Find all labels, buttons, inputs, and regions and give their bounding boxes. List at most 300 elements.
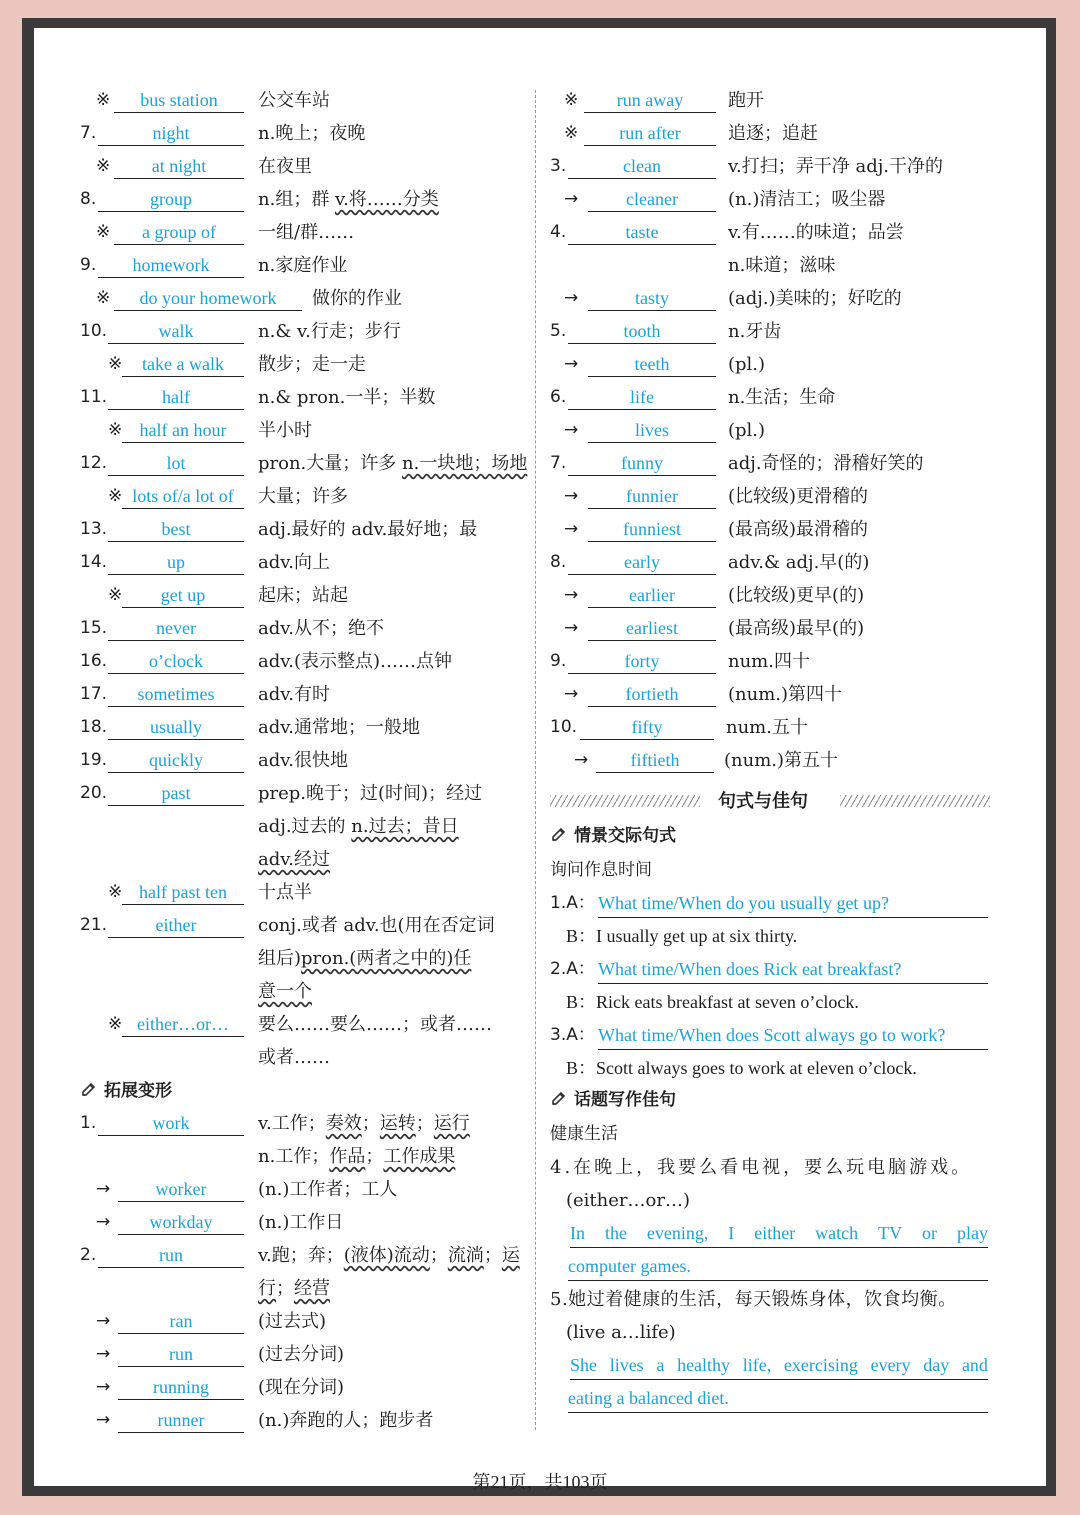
note-marker: ※ bbox=[564, 123, 579, 143]
definition-key-term: 经营 bbox=[294, 1278, 330, 1299]
definition-text: (最高级)最早(的) bbox=[728, 618, 865, 639]
definition bbox=[258, 744, 348, 777]
vocab-row bbox=[80, 909, 530, 942]
definition-text: n.晚上；夜晚 bbox=[258, 123, 366, 144]
definition bbox=[258, 777, 482, 810]
definition-text: 要么……要么……；或者…… bbox=[258, 1014, 492, 1035]
writing-answer-line: eating a balanced diet. bbox=[568, 1384, 988, 1413]
definition-text: adv.通常地；一般地 bbox=[258, 717, 421, 738]
definition bbox=[258, 711, 420, 744]
definition-text: (过去分词) bbox=[258, 1344, 345, 1365]
topic-label: 健康生活 bbox=[550, 1124, 618, 1144]
definition-key-term: n.过去；昔日 bbox=[351, 816, 459, 837]
separator: ； bbox=[276, 1278, 294, 1299]
definition bbox=[728, 645, 810, 678]
definition-text: (num.)第四十 bbox=[728, 684, 843, 705]
item-number: 16. bbox=[80, 651, 108, 671]
answer-word: In bbox=[570, 1223, 585, 1243]
definition bbox=[258, 678, 330, 711]
answer-blank: lots of/a lot of bbox=[122, 484, 244, 509]
definition bbox=[258, 249, 347, 282]
answer-word: play bbox=[956, 1223, 988, 1243]
item-number: 9. bbox=[80, 255, 97, 275]
definition-key-term: 流淌 bbox=[447, 1245, 484, 1266]
note-marker: ※ bbox=[108, 1014, 123, 1034]
answer-blank: o’clock bbox=[108, 649, 244, 674]
writing-prompt: 4.在晚上，我要么看电视，要么玩电脑游戏。 bbox=[550, 1157, 973, 1178]
answer-word: watch bbox=[815, 1223, 859, 1243]
section-title: 拓展变形 bbox=[104, 1081, 172, 1101]
note-marker: ※ bbox=[108, 420, 123, 440]
definition-text: 组后) bbox=[258, 948, 302, 969]
definition bbox=[312, 282, 402, 315]
vocab-row bbox=[80, 414, 530, 447]
writing-hint: (either…or…) bbox=[566, 1190, 690, 1211]
definition-text: n.生活；生命 bbox=[728, 387, 836, 408]
answer-blank: cleaner bbox=[588, 187, 716, 212]
definition-text: v.跑；奔； bbox=[258, 1245, 344, 1266]
vocab-row bbox=[550, 183, 1020, 216]
answer-blank: funniest bbox=[588, 517, 716, 542]
answer-blank: half bbox=[108, 385, 244, 410]
answer-word: lives bbox=[609, 1355, 644, 1375]
vocab-row bbox=[550, 282, 1020, 315]
banner-hatch-right bbox=[840, 795, 990, 807]
vocab-row bbox=[80, 876, 530, 909]
arrow-marker: → bbox=[564, 420, 579, 440]
definition bbox=[258, 1173, 397, 1206]
answer-blank: group bbox=[98, 187, 244, 212]
item-number: 6. bbox=[550, 387, 567, 407]
definition-continued bbox=[258, 810, 459, 843]
item-number: 10. bbox=[80, 321, 108, 341]
vocab-row bbox=[80, 216, 530, 249]
definition bbox=[728, 447, 924, 480]
definition-continued bbox=[258, 1272, 330, 1305]
answer-blank: funnier bbox=[588, 484, 716, 509]
section-heading-expand bbox=[80, 1076, 172, 1106]
dialog-response: B：Rick eats breakfast at seven o’clock. bbox=[566, 992, 859, 1012]
vocab-row bbox=[80, 579, 530, 612]
vocab-row bbox=[80, 315, 530, 348]
arrow-marker: → bbox=[564, 519, 579, 539]
vocab-row bbox=[80, 711, 530, 744]
definition bbox=[258, 447, 527, 480]
definition-text: adv.(表示整点)……点钟 bbox=[258, 651, 453, 672]
vocab-row bbox=[80, 1239, 530, 1272]
arrow-marker: → bbox=[564, 189, 579, 209]
dialog-response: B：Scott always goes to work at eleven o’clock. bbox=[566, 1058, 917, 1078]
pencil-icon bbox=[550, 824, 568, 842]
banner-hatch-left bbox=[550, 795, 700, 807]
note-marker: ※ bbox=[96, 288, 111, 308]
definition-key-term: 奏效 bbox=[325, 1113, 362, 1134]
vocab-row bbox=[550, 249, 1020, 282]
writing-hint: (live a…life) bbox=[566, 1322, 676, 1343]
definition-key-term: adv.经过 bbox=[258, 849, 331, 870]
vocab-row bbox=[80, 1173, 530, 1206]
answer-word: either bbox=[754, 1223, 796, 1243]
arrow-marker: → bbox=[574, 750, 589, 770]
vocab-row bbox=[80, 678, 530, 711]
vocab-row bbox=[550, 645, 1020, 678]
arrow-marker: → bbox=[564, 684, 579, 704]
vocab-row bbox=[550, 711, 1020, 744]
definition bbox=[258, 84, 330, 117]
item-number: 4. bbox=[550, 222, 567, 242]
answer-blank: life bbox=[568, 385, 716, 410]
arrow-marker: → bbox=[564, 288, 579, 308]
separator: ； bbox=[429, 1245, 448, 1266]
dialog-number: 3.A： bbox=[550, 1025, 595, 1045]
definition-text: 半小时 bbox=[258, 420, 312, 441]
vocab-row bbox=[80, 183, 530, 216]
vocab-row bbox=[80, 1008, 530, 1041]
answer-blank: a group of bbox=[114, 220, 244, 245]
answer-blank: take a walk bbox=[122, 352, 244, 377]
definition bbox=[258, 414, 312, 447]
item-number: 14. bbox=[80, 552, 108, 572]
definition-text: 在夜里 bbox=[258, 156, 312, 177]
definition-text: (pl.) bbox=[728, 420, 766, 441]
definition bbox=[728, 678, 842, 711]
definition bbox=[258, 1305, 326, 1338]
answer-blank: homework bbox=[98, 253, 244, 278]
definition-text: (过去式) bbox=[258, 1311, 327, 1332]
vocab-row bbox=[550, 513, 1020, 546]
vocab-row bbox=[80, 348, 530, 381]
note-marker: ※ bbox=[96, 90, 111, 110]
section-title: 话题写作佳句 bbox=[574, 1090, 676, 1110]
definition-key-term: 运转 bbox=[379, 1113, 416, 1134]
definition bbox=[258, 183, 439, 216]
definition-text: 跑开 bbox=[728, 90, 764, 111]
definition bbox=[728, 546, 869, 579]
definition-text: 追逐；追赶 bbox=[728, 123, 818, 144]
arrow-marker: → bbox=[96, 1179, 111, 1199]
answer-blank: run away bbox=[584, 88, 716, 113]
answer-blank: earlier bbox=[588, 583, 716, 608]
definition-text: (adj.)美味的；好吃的 bbox=[728, 288, 902, 309]
definition-key-term: 作品 bbox=[329, 1146, 366, 1167]
definition-continued bbox=[258, 1140, 455, 1173]
definition-key-term: (液体)流动 bbox=[343, 1245, 430, 1266]
answer-blank: fortieth bbox=[588, 682, 716, 707]
answer-blank: bus station bbox=[114, 88, 244, 113]
answer-blank: quickly bbox=[108, 748, 244, 773]
definition bbox=[258, 513, 477, 546]
definition-text: 做你的作业 bbox=[312, 288, 402, 309]
note-marker: ※ bbox=[108, 585, 123, 605]
definition bbox=[724, 744, 838, 777]
dialog-answer: What time/When does Scott always go to work? bbox=[598, 1021, 988, 1050]
definition-text: (最高级)最滑稽的 bbox=[728, 519, 869, 540]
vocab-row bbox=[550, 216, 1020, 249]
answer-word: life, bbox=[742, 1355, 772, 1375]
note-marker: ※ bbox=[96, 156, 111, 176]
definition-text: pron.大量；许多 bbox=[258, 453, 402, 474]
vocab-row bbox=[80, 1305, 530, 1338]
dialog-answer: What time/When does Rick eat breakfast? bbox=[598, 955, 988, 984]
definition-text: n.家庭作业 bbox=[258, 255, 348, 276]
arrow-marker: → bbox=[564, 585, 579, 605]
vocab-row bbox=[80, 1338, 530, 1371]
vocab-row bbox=[80, 84, 530, 117]
definition-continued bbox=[258, 1041, 330, 1074]
definition bbox=[728, 84, 764, 117]
answer-blank: run bbox=[98, 1243, 244, 1268]
definition bbox=[258, 216, 354, 249]
definition-text: (pl.) bbox=[728, 354, 766, 375]
definition bbox=[258, 645, 452, 678]
pencil-icon bbox=[550, 1088, 568, 1106]
definition-text: num.五十 bbox=[726, 717, 808, 738]
definition bbox=[728, 348, 765, 381]
definition bbox=[258, 381, 435, 414]
definition bbox=[728, 612, 864, 645]
definition bbox=[258, 117, 365, 150]
section-title: 句式与佳句 bbox=[718, 791, 808, 812]
definition-text: (n.)工作日 bbox=[258, 1212, 344, 1233]
definition-key-term: 意一个 bbox=[258, 981, 312, 1002]
answer-blank: sometimes bbox=[108, 682, 244, 707]
item-number: 1. bbox=[80, 1113, 97, 1133]
definition bbox=[258, 150, 312, 183]
definition bbox=[728, 150, 943, 183]
answer-blank: run after bbox=[584, 121, 716, 146]
answer-blank: best bbox=[108, 517, 244, 542]
definition-key-term: pron.(两者之中的)任 bbox=[301, 948, 472, 969]
answer-blank: half past ten bbox=[122, 880, 244, 905]
note-marker: ※ bbox=[564, 90, 579, 110]
answer-blank: get up bbox=[122, 583, 244, 608]
note-marker: ※ bbox=[96, 222, 111, 242]
answer-blank: funny bbox=[568, 451, 716, 476]
separator: ； bbox=[361, 1113, 380, 1134]
answer-blank: early bbox=[568, 550, 716, 575]
definition bbox=[728, 414, 765, 447]
vocab-row bbox=[80, 777, 530, 810]
definition-text: (n.)奔跑的人；跑步者 bbox=[258, 1410, 434, 1431]
answer-blank: ran bbox=[118, 1309, 244, 1334]
definition-text: num.四十 bbox=[728, 651, 810, 672]
definition bbox=[728, 282, 902, 315]
answer-blank: lives bbox=[588, 418, 716, 443]
definition-text: (n.)工作者；工人 bbox=[258, 1179, 398, 1200]
definition-text: adj.过去的 bbox=[258, 816, 352, 837]
column-divider bbox=[535, 90, 536, 1430]
definition-text: n.味道；滋味 bbox=[728, 255, 836, 276]
note-marker: ※ bbox=[108, 486, 123, 506]
answer-blank: usually bbox=[108, 715, 244, 740]
definition bbox=[258, 1008, 492, 1041]
answer-blank: tooth bbox=[568, 319, 716, 344]
vocab-row bbox=[550, 315, 1020, 348]
item-number: 13. bbox=[80, 519, 108, 539]
answer-blank: running bbox=[118, 1375, 244, 1400]
definition-continued bbox=[258, 975, 312, 1008]
answer-blank: forty bbox=[568, 649, 716, 674]
definition-text: (比较级)更早(的) bbox=[728, 585, 865, 606]
definition bbox=[728, 579, 864, 612]
definition bbox=[728, 480, 868, 513]
definition-text: adv.向上 bbox=[258, 552, 331, 573]
answer-word: TV bbox=[878, 1223, 903, 1243]
vocab-row bbox=[80, 1206, 530, 1239]
answer-word: or bbox=[922, 1223, 938, 1243]
answer-blank: past bbox=[108, 781, 244, 806]
definition-text: 一组/群…… bbox=[258, 222, 355, 243]
answer-blank: lot bbox=[108, 451, 244, 476]
definition-text: n.牙齿 bbox=[728, 321, 782, 342]
writing-prompt: 5.她过着健康的生活，每天锻炼身体，饮食均衡。 bbox=[550, 1289, 957, 1310]
arrow-marker: → bbox=[564, 354, 579, 374]
note-marker: ※ bbox=[108, 354, 123, 374]
separator: ； bbox=[483, 1245, 502, 1266]
definition bbox=[728, 183, 885, 216]
vocab-row bbox=[80, 282, 530, 315]
definition bbox=[258, 546, 330, 579]
item-number: 12. bbox=[80, 453, 108, 473]
definition-key-term: 行 bbox=[258, 1278, 276, 1299]
definition-text: 十点半 bbox=[258, 882, 312, 903]
answer-word: every bbox=[870, 1355, 911, 1375]
definition bbox=[258, 876, 312, 909]
vocab-row bbox=[80, 150, 530, 183]
vocab-row bbox=[80, 381, 530, 414]
answer-word: She bbox=[570, 1355, 597, 1375]
definition-key-term: 运行 bbox=[433, 1113, 470, 1134]
answer-word: day bbox=[923, 1355, 950, 1375]
vocab-row bbox=[80, 612, 530, 645]
definition-text: adv.& adj.早(的) bbox=[728, 552, 870, 573]
dialog-response: B：I usually get up at six thirty. bbox=[566, 926, 798, 946]
definition-text: 公交车站 bbox=[258, 90, 330, 111]
arrow-marker: → bbox=[96, 1344, 111, 1364]
page-footer: 第21页，共103页 bbox=[472, 1472, 608, 1492]
definition bbox=[258, 1338, 344, 1371]
item-number: 11. bbox=[80, 387, 108, 407]
vocab-row bbox=[550, 447, 1020, 480]
item-number: 8. bbox=[80, 189, 97, 209]
pencil-icon bbox=[80, 1079, 98, 1097]
item-number: 7. bbox=[550, 453, 567, 473]
definition-key-term: 运 bbox=[501, 1245, 520, 1266]
answer-blank: either bbox=[108, 913, 244, 938]
definition bbox=[728, 249, 835, 282]
definition-text: (比较级)更滑稽的 bbox=[728, 486, 869, 507]
writing-answer-line bbox=[570, 1351, 988, 1380]
definition bbox=[726, 711, 808, 744]
answer-blank: taste bbox=[568, 220, 716, 245]
definition-text: (num.)第五十 bbox=[724, 750, 839, 771]
separator: ； bbox=[415, 1113, 434, 1134]
vocab-row bbox=[550, 744, 1020, 777]
item-number: 15. bbox=[80, 618, 108, 638]
vocab-row bbox=[550, 348, 1020, 381]
arrow-marker: → bbox=[564, 486, 579, 506]
answer-blank: tasty bbox=[588, 286, 716, 311]
answer-blank: at night bbox=[114, 154, 244, 179]
definition bbox=[258, 909, 495, 942]
definition-text: 大量；许多 bbox=[258, 486, 348, 507]
vocab-row bbox=[80, 447, 530, 480]
arrow-marker: → bbox=[96, 1377, 111, 1397]
dialog-number: 2.A： bbox=[550, 959, 595, 979]
vocab-row bbox=[80, 513, 530, 546]
item-number: 7. bbox=[80, 123, 97, 143]
definition bbox=[258, 1107, 470, 1140]
vocab-row bbox=[550, 84, 1020, 117]
arrow-marker: → bbox=[96, 1410, 111, 1430]
vocab-row bbox=[550, 117, 1020, 150]
section-banner bbox=[550, 787, 1020, 817]
answer-blank: clean bbox=[568, 154, 716, 179]
definition-text: v.工作； bbox=[258, 1113, 326, 1134]
definition-text: v.打扫；弄干净 adj.干净的 bbox=[728, 156, 944, 177]
definition bbox=[258, 315, 401, 348]
answer-blank: work bbox=[98, 1111, 244, 1136]
answer-word: exercising bbox=[783, 1355, 858, 1375]
answer-word: and bbox=[961, 1355, 988, 1375]
definition-text: adv.有时 bbox=[258, 684, 331, 705]
section-title: 情景交际句式 bbox=[574, 826, 676, 846]
vocab-row bbox=[550, 414, 1020, 447]
answer-word: a bbox=[656, 1355, 665, 1375]
item-number: 10. bbox=[550, 717, 578, 737]
definition bbox=[728, 315, 781, 348]
writing-answer-line: computer games. bbox=[568, 1252, 988, 1281]
definition-continued bbox=[258, 942, 471, 975]
definition-text: v.有……的味道；品尝 bbox=[728, 222, 904, 243]
vocab-row bbox=[80, 1404, 530, 1437]
vocab-row bbox=[550, 546, 1020, 579]
vocab-row bbox=[550, 612, 1020, 645]
note-marker: ※ bbox=[108, 882, 123, 902]
section-heading-situational bbox=[550, 821, 676, 851]
definition-text: adv.很快地 bbox=[258, 750, 349, 771]
definition-text: adj.奇怪的；滑稽好笑的 bbox=[728, 453, 924, 474]
writing-answer-line bbox=[570, 1219, 988, 1248]
vocab-row bbox=[550, 480, 1020, 513]
answer-blank: walk bbox=[108, 319, 244, 344]
definition bbox=[258, 579, 348, 612]
answer-blank: fiftieth bbox=[596, 748, 714, 773]
dialog-answer: What time/When do you usually get up? bbox=[598, 889, 988, 918]
arrow-marker: → bbox=[96, 1311, 111, 1331]
document-page bbox=[34, 28, 1046, 1492]
arrow-marker: → bbox=[96, 1212, 111, 1232]
definition-text: adj.最好的 adv.最好地；最 bbox=[258, 519, 478, 540]
definition-text: prep.晚于；过(时间)；经过 bbox=[258, 783, 483, 804]
vocab-row bbox=[80, 480, 530, 513]
definition-continued bbox=[258, 843, 330, 876]
definition-text: n.组；群 bbox=[258, 189, 336, 210]
definition bbox=[258, 1206, 343, 1239]
definition bbox=[258, 1239, 520, 1272]
item-number: 2. bbox=[80, 1245, 97, 1265]
vocab-row bbox=[80, 546, 530, 579]
definition bbox=[258, 348, 366, 381]
vocab-row bbox=[550, 381, 1020, 414]
definition bbox=[728, 381, 835, 414]
dialog-number: 1.A： bbox=[550, 893, 595, 913]
definition-key-term: v.将……分类 bbox=[335, 189, 439, 210]
answer-blank: run bbox=[118, 1342, 244, 1367]
vocab-row bbox=[80, 744, 530, 777]
definition-key-term: n.一块地；场地 bbox=[402, 453, 528, 474]
answer-blank: up bbox=[108, 550, 244, 575]
